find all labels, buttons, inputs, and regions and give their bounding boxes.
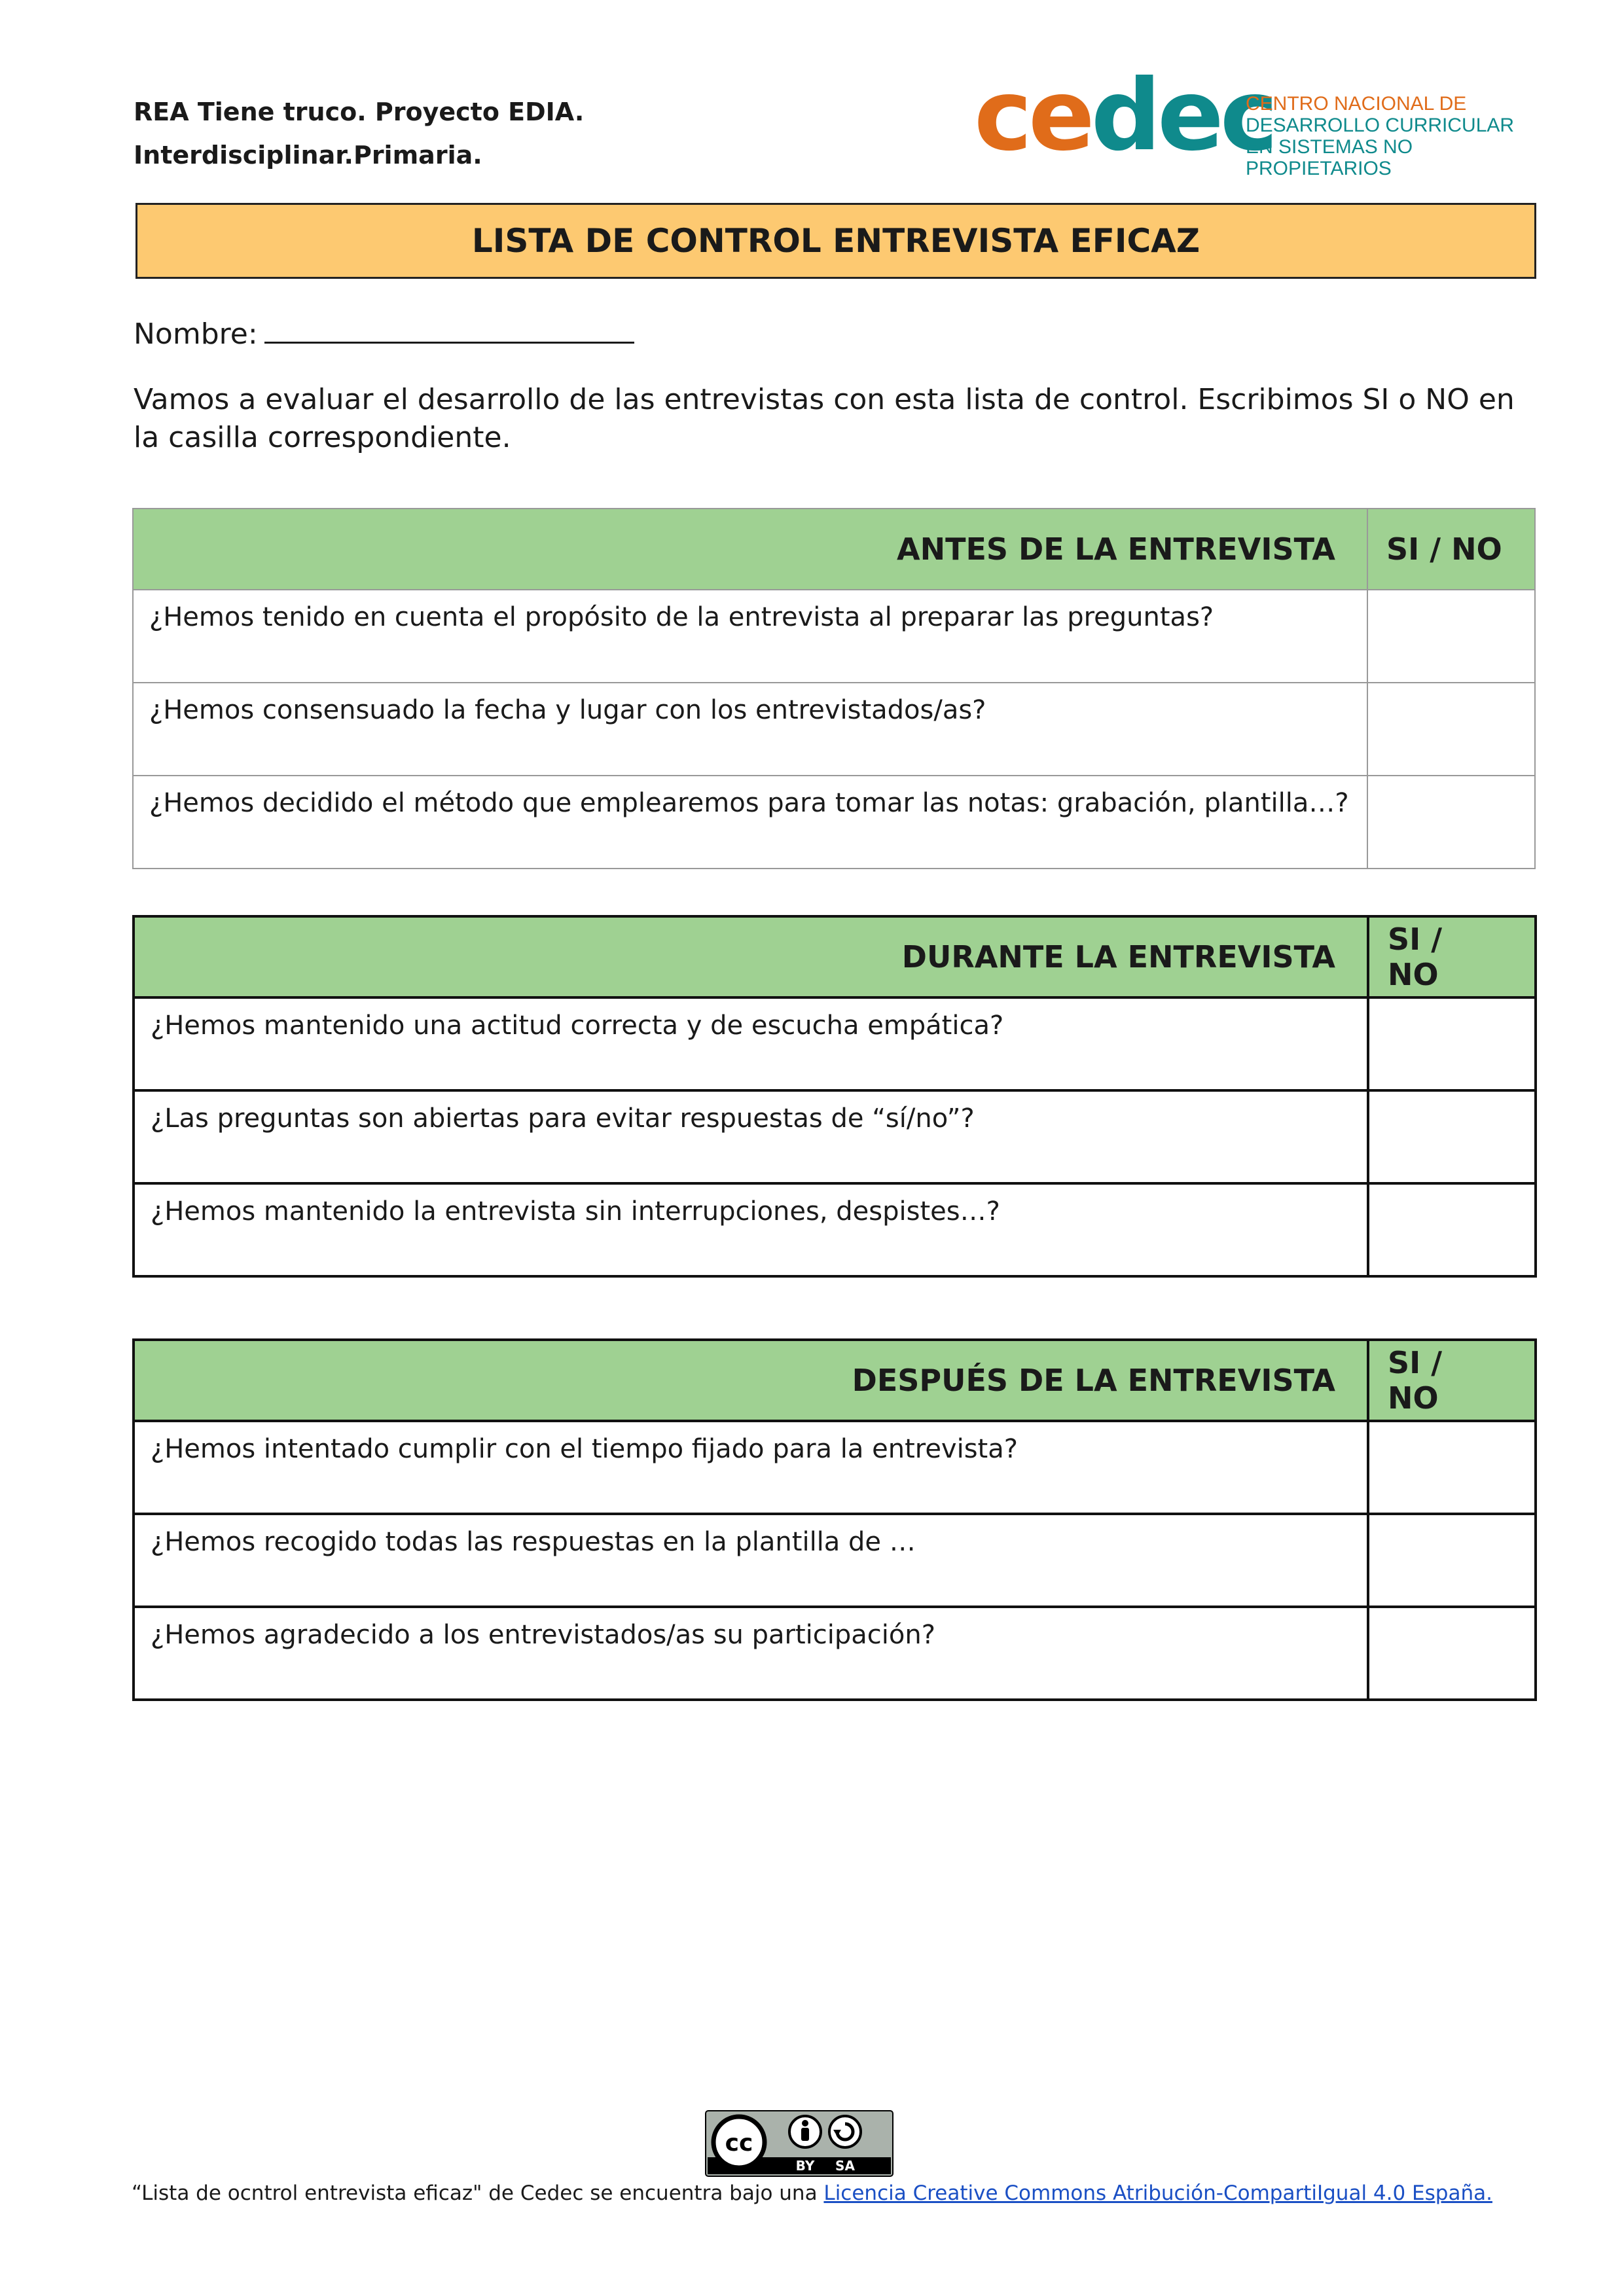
answer-heading: SI / NO xyxy=(1368,916,1536,997)
table-row xyxy=(134,1421,1536,1514)
answer-cell[interactable] xyxy=(1368,1514,1536,1607)
table-row xyxy=(133,776,1535,869)
cc-by-sa-badge[interactable] xyxy=(705,2110,893,2177)
answer-cell[interactable] xyxy=(1367,590,1535,683)
section-heading: ANTES DE LA ENTREVISTA xyxy=(133,509,1367,590)
answer-cell[interactable] xyxy=(1368,997,1536,1090)
answer-cell[interactable] xyxy=(1367,683,1535,776)
checklist-before xyxy=(132,508,1536,869)
cedec-wordmark: cedec xyxy=(974,59,1274,173)
header-line-level: Interdisciplinar.Primaria. xyxy=(134,141,482,170)
question-cell: ¿Hemos tenido en cuenta el propósito de la entrevista al preparar las preguntas? xyxy=(133,590,1367,683)
question-cell: ¿Hemos decidido el método que emplearemos para tomar las notas: grabación, plantilla…? xyxy=(133,776,1367,869)
license-link[interactable]: Licencia Creative Commons Atribución-CompartiIgual 4.0 España. xyxy=(823,2181,1492,2205)
document-header xyxy=(134,90,584,177)
cedec-subtitle: CENTRO NACIONAL DE DESARROLLO CURRICULAR EN SISTEMAS NO PROPIETARIOS xyxy=(1246,93,1515,179)
svg-text:SA: SA xyxy=(835,2158,855,2174)
checklist-after xyxy=(132,1338,1537,1701)
license-footer xyxy=(0,2181,1624,2205)
question-cell: ¿Hemos recogido todas las respuestas en la plantilla de … xyxy=(134,1514,1368,1607)
name-blank-line[interactable] xyxy=(264,313,634,344)
question-cell: ¿Hemos consensuado la fecha y lugar con los entrevistados/as? xyxy=(133,683,1367,776)
question-cell: ¿Las preguntas son abiertas para evitar respuestas de “sí/no”? xyxy=(134,1090,1368,1183)
name-field xyxy=(134,313,634,351)
question-cell: ¿Hemos mantenido la entrevista sin interrupciones, despistes…? xyxy=(134,1183,1368,1276)
table-row xyxy=(134,1183,1536,1276)
table-row xyxy=(134,1090,1536,1183)
svg-text:cc: cc xyxy=(725,2130,753,2157)
answer-cell[interactable] xyxy=(1368,1421,1536,1514)
table-row xyxy=(133,590,1535,683)
table-row xyxy=(134,1514,1536,1607)
answer-cell[interactable] xyxy=(1368,1090,1536,1183)
share-alike-icon xyxy=(829,2116,861,2147)
cedec-logo xyxy=(974,59,1550,179)
section-heading: DESPUÉS DE LA ENTREVISTA xyxy=(134,1340,1368,1421)
name-label: Nombre: xyxy=(134,317,258,351)
table-row xyxy=(134,997,1536,1090)
header-line-project: REA Tiene truco. Proyecto EDIA. xyxy=(134,98,585,126)
table-row xyxy=(134,1607,1536,1700)
svg-text:BY: BY xyxy=(795,2158,815,2174)
page-title: LISTA DE CONTROL ENTREVISTA EFICAZ xyxy=(135,203,1536,279)
question-cell: ¿Hemos mantenido una actitud correcta y de escucha empática? xyxy=(134,997,1368,1090)
answer-heading: SI / NO xyxy=(1367,509,1535,590)
answer-cell[interactable] xyxy=(1368,1607,1536,1700)
question-cell: ¿Hemos agradecido a los entrevistados/as su participación? xyxy=(134,1607,1368,1700)
answer-cell[interactable] xyxy=(1368,1183,1536,1276)
instructions: Vamos a evaluar el desarrollo de las entrevistas con esta lista de control. Escribimos SI o NO en la casilla correspondiente. xyxy=(134,383,1515,454)
question-cell: ¿Hemos intentado cumplir con el tiempo fijado para la entrevista? xyxy=(134,1421,1368,1514)
checklist-during xyxy=(132,915,1537,1278)
license-text: “Lista de ocntrol entrevista eficaz" de Cedec se encuentra bajo una xyxy=(132,2181,824,2205)
section-heading: DURANTE LA ENTREVISTA xyxy=(134,916,1368,997)
answer-cell[interactable] xyxy=(1367,776,1535,869)
answer-heading: SI / NO xyxy=(1368,1340,1536,1421)
table-row xyxy=(133,683,1535,776)
